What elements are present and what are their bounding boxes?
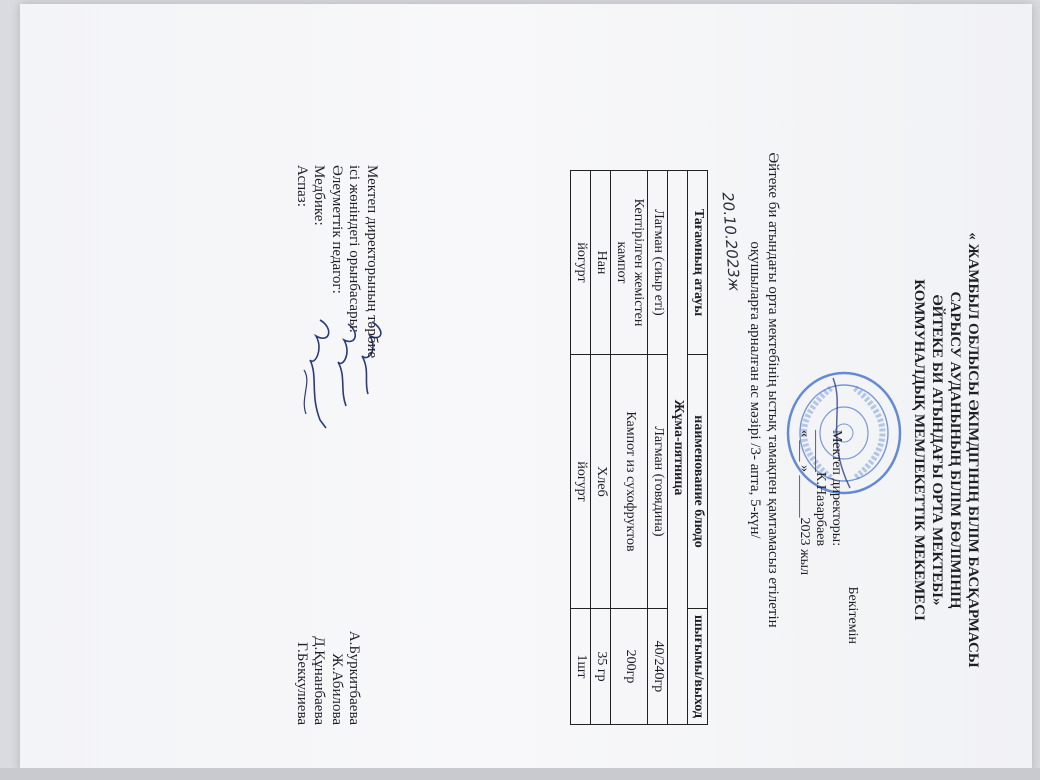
table-row <box>591 171 611 725</box>
header-line-4: КОММУНАЛДЫҚ МЕМЛЕКЕТТІК МЕКЕМЕСІ <box>911 279 927 621</box>
signature-block <box>292 165 380 725</box>
approval-signature-line: ______К.Назарбаев <box>812 430 828 547</box>
dish-name-kazakh: йогурт <box>571 171 591 355</box>
rotated-document-page <box>0 20 990 760</box>
cook-name: Г.Беккулиева <box>293 642 310 725</box>
dish-name-kazakh: Нан <box>591 171 611 355</box>
pedagog-row <box>327 165 345 725</box>
nurse-name: Д.Құнанбаева <box>311 636 328 725</box>
background-surface <box>0 768 1040 780</box>
approval-title: Бекітемін <box>845 586 860 644</box>
column-header-kazakh: Тағамның атауы <box>688 171 708 355</box>
dish-portion: 40/240гр <box>648 609 668 725</box>
column-header-portion: шығымы/выход <box>688 609 708 725</box>
nurse-row <box>310 165 328 725</box>
dish-name-russian: йогурт <box>571 355 591 609</box>
menu-title-line-2: оқушыларға арналған ас мәзірі /3- апта, 5-күн/ <box>747 241 763 539</box>
dish-name-russian: Кампот из сухофруктов <box>611 355 648 609</box>
deputy-label-1: Мектеп директорының тәрбие <box>364 165 380 359</box>
dish-portion: 1шт <box>571 609 591 725</box>
institution-header <box>910 170 982 730</box>
dish-name-russian: Лагман (говядина) <box>648 355 668 609</box>
menu-table <box>570 170 708 725</box>
dish-name-kazakh: Кептірілген жемістен кампот <box>611 171 648 355</box>
menu-title-line-1: Әйтеке би атындағы орта мектебінің ыстық тамақпен қамтамасыз етілетін <box>765 152 781 628</box>
day-label: Жұма-пятница <box>668 171 688 725</box>
deputy-label-2: ісі жөніндегі орынбасары: <box>346 165 363 333</box>
table-row <box>611 171 648 725</box>
header-line-3: ӘЙТЕКЕ БИ АТЫНДАҒЫ ОРТА МЕКТЕБІ» <box>929 294 945 606</box>
day-row <box>668 171 688 725</box>
approval-block <box>796 430 860 650</box>
deputy-row <box>362 165 380 725</box>
nurse-label: Медбике: <box>311 165 328 226</box>
dish-portion: 200гр <box>611 609 648 725</box>
header-line-2: САРЫСУ АУДАНЫНЫҢ БІЛІМ БӨЛІМІНІҢ <box>947 291 963 609</box>
dish-name-russian: Хлеб <box>591 355 611 609</box>
menu-title <box>746 60 782 720</box>
approval-date-line: « ___ » ______2023 жыл <box>796 430 812 576</box>
handwritten-date: 20.10.2023ж <box>718 191 744 292</box>
deputy-row-2 <box>345 165 363 725</box>
pedagog-label: Әлеуметтік педагог: <box>328 165 345 294</box>
dish-portion: 35 гр <box>591 609 611 725</box>
approval-position: Мектеп директоры: <box>828 430 844 547</box>
dish-name-kazakh: Лагман (сиыр еті) <box>648 171 668 355</box>
table-row <box>648 171 668 725</box>
deputy-name: А.Буркитбаева <box>346 630 363 725</box>
pedagog-name: Ж.Абилова <box>328 653 345 725</box>
cook-row <box>292 165 310 725</box>
table-header-row <box>688 171 708 725</box>
column-header-russian: наименование блюдо <box>688 355 708 609</box>
table-row <box>571 171 591 725</box>
cook-label: Аспаз: <box>293 165 310 207</box>
header-line-1: « ЖАМБЫЛ ОБЛЫСЫ ӘКІМДІГІНІҢ БІЛІМ БАСҚАРМАСЫ <box>965 232 981 668</box>
